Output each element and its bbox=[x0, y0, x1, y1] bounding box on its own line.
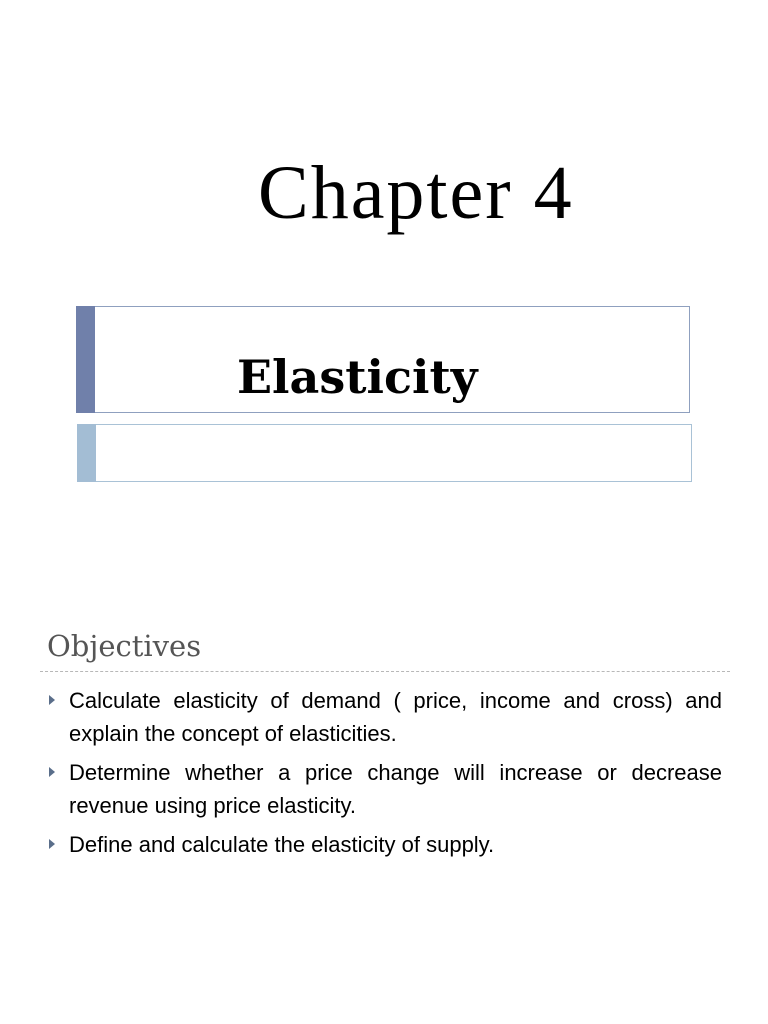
objectives-heading: Objectives bbox=[47, 629, 202, 663]
title-accent-bar bbox=[76, 306, 95, 413]
objective-text: Define and calculate the elasticity of supply. bbox=[69, 832, 495, 857]
subtitle-box bbox=[77, 424, 692, 482]
objective-item bbox=[47, 756, 722, 822]
slide-title: Elasticity bbox=[237, 350, 478, 404]
objective-text: Calculate elasticity of demand ( price, income and cross) and explain the concept of elasticities. bbox=[69, 688, 722, 746]
triangle-bullet-icon bbox=[49, 695, 55, 705]
objective-item bbox=[47, 828, 722, 861]
subtitle-accent-bar bbox=[77, 424, 96, 482]
triangle-bullet-icon bbox=[49, 839, 55, 849]
objectives-list bbox=[47, 684, 722, 867]
chapter-title: Chapter 4 bbox=[258, 151, 574, 235]
section-divider bbox=[40, 671, 730, 672]
title-box bbox=[76, 306, 690, 413]
objective-item bbox=[47, 684, 722, 750]
objective-text: Determine whether a price change will increase or decrease revenue using price elasticity. bbox=[69, 760, 722, 818]
triangle-bullet-icon bbox=[49, 767, 55, 777]
